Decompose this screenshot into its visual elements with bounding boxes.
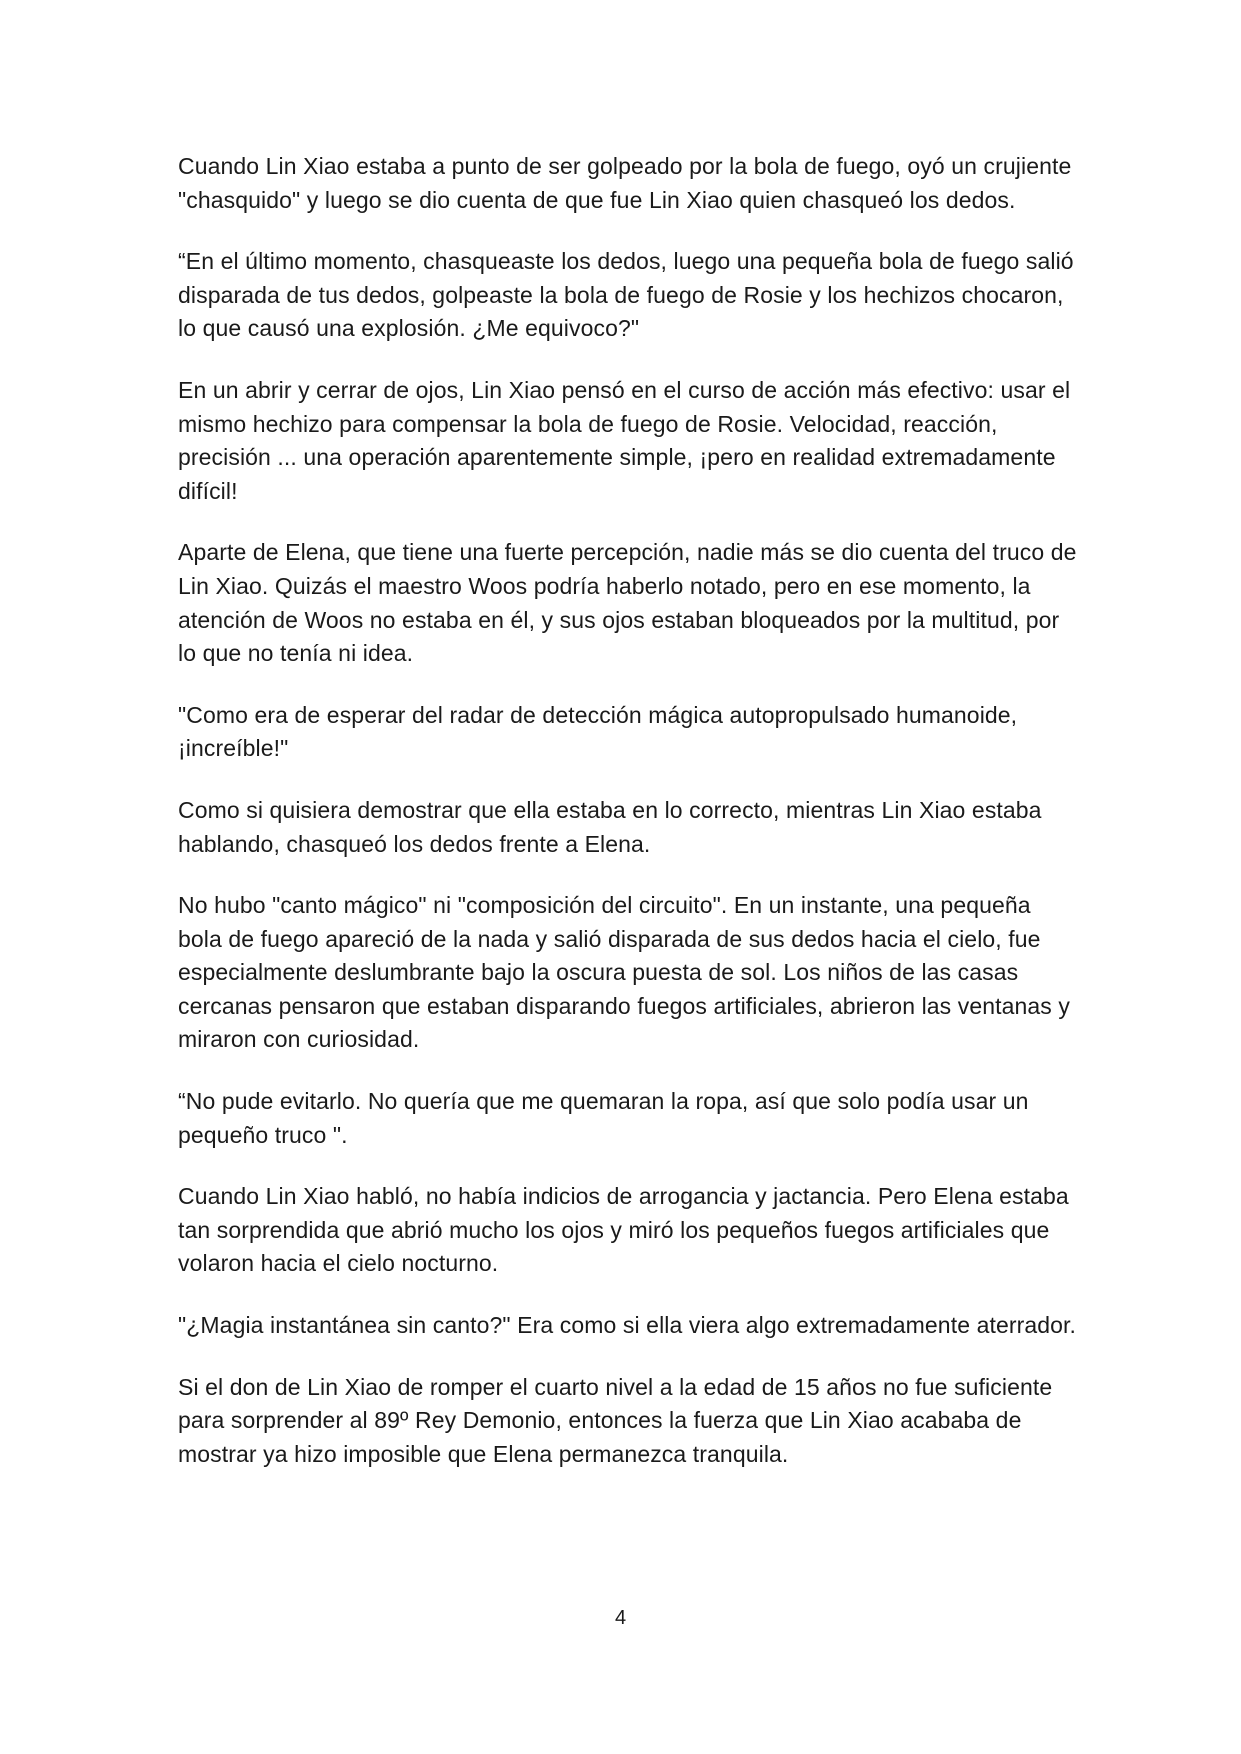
paragraph-10: "¿Magia instantánea sin canto?" Era como si ella viera algo extremadamente aterrador. xyxy=(178,1312,1077,1339)
paragraph-5: "Como era de esperar del radar de detección mágica autopropulsado humanoide, ¡increíble!" xyxy=(178,701,1018,762)
page-number: 4 xyxy=(614,1607,627,1629)
body-text xyxy=(178,150,1078,1499)
paragraph-1: Cuando Lin Xiao estaba a punto de ser golpeado por la bola de fuego, oyó un crujiente "chasquido" y luego se dio cuenta de que fue Lin Xiao quien chasqueó los dedos. xyxy=(178,153,1072,213)
paragraph-7: No hubo "canto mágico" ni "composición del circuito". En un instante, una pequeña bola de fuego apareció de la nada y salió disparada de sus dedos hacia el cielo, fue especialmente deslumbrante bajo la oscura puesta de sol. Los niños de las casas cercanas pensaron que estaban disparando fuegos artificiales, abrieron las ventanas y miraron con curiosidad. xyxy=(178,892,1071,1053)
paragraph-2: “En el último momento, chasqueaste los dedos, luego una pequeña bola de fuego salió disparada de tus dedos, golpeaste la bola de fuego de Rosie y los hechizos chocaron, lo que causó una explosión. ¿Me equivoco?" xyxy=(178,248,1074,342)
paragraph-9: Cuando Lin Xiao habló, no había indicios de arrogancia y jactancia. Pero Elena estaba tan sorprendida que abrió mucho los ojos y miró los pequeños fuegos artificiales que volaron hacia el cielo nocturno. xyxy=(178,1183,1069,1277)
paragraph-4: Aparte de Elena, que tiene una fuerte percepción, nadie más se dio cuenta del truco de Lin Xiao. Quizás el maestro Woos podría haberlo notado, pero en ese momento, la atención de Woos no estaba en él, y sus ojos estaban bloqueados por la multitud, por lo que no tenía ni idea. xyxy=(178,539,1077,667)
paragraph-11: Si el don de Lin Xiao de romper el cuarto nivel a la edad de 15 años no fue suficiente para sorprender al 89º Rey Demonio, entonces la fuerza que Lin Xiao acababa de mostrar ya hizo imposible que Elena permanezca tranquila. xyxy=(178,1373,1053,1467)
paragraph-8: “No pude evitarlo. No quería que me quemaran la ropa, así que solo podía usar un pequeño truco ". xyxy=(178,1088,1029,1148)
paragraph-3: En un abrir y cerrar de ojos, Lin Xiao pensó en el curso de acción más efectivo: usar el mismo hechizo para compensar la bola de fuego de Rosie. Velocidad, reacción, precisión ... una operación aparentemente simple, ¡pero en realidad extremadamente difícil! xyxy=(178,376,1071,504)
paragraph-6: Como si quisiera demostrar que ella estaba en lo correcto, mientras Lin Xiao estaba hablando, chasqueó los dedos frente a Elena. xyxy=(178,796,1042,857)
